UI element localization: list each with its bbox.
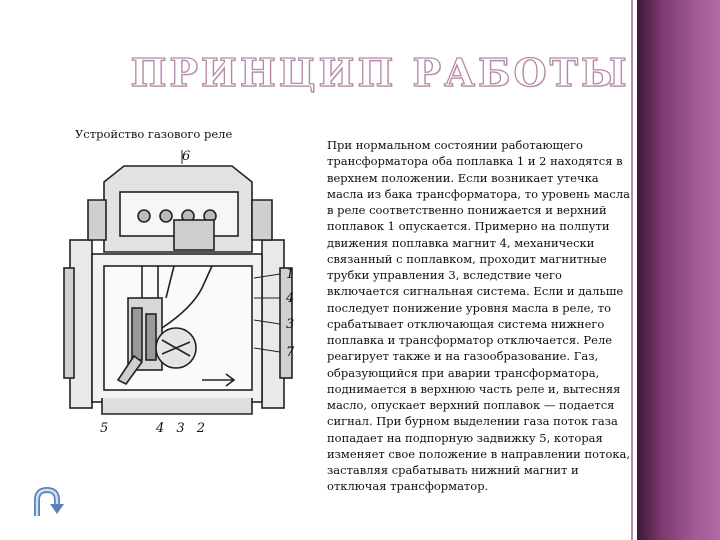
figure-label-top: 6	[182, 149, 191, 164]
return-arrow-icon[interactable]	[33, 486, 67, 520]
figure-label-right-1: 1	[286, 267, 295, 282]
gas-relay-diagram	[62, 148, 300, 438]
figure-label-right-4: 7	[286, 345, 295, 360]
figure-caption: Устройство газового реле	[75, 127, 233, 141]
figure-label-right-3: 3	[286, 317, 295, 332]
description-text: При нормальном состоянии работающего трансформатора оба поплавка 1 и 2 находятся в верхнем положении. Если возникает утечка масла из бака трансформатора, то уровень масла в реле соответственно понижается и верхний поплавок 1 опускается. Примерно на полпути движения поплавка магнит 4, механически связанный с поплавком, проходит магнитные трубки управления 3, вследствие чего включается сигнальная система. Если и дальше последует понижение уровня масла в реле, то срабатывает отключающая система нижнего поплавка и трансформатор отключается. Реле реагирует также и на газообразование. Газ, образующийся при аварии трансформатора, поднимается в верхнюю часть реле и, вытесняя масло, опускает верхний поплавок — подается сигнал. При бурном выделении газа поток газа попадает на подпорную задвижку 5, которая изменяет свое положение в направлении потока, заставляя срабатывать нижний магнит и отключая трансформатор.	[327, 138, 631, 494]
slide-title: ПРИНЦИП РАБОТЫ	[130, 50, 630, 95]
figure-label-bottom: 4 3 2	[156, 421, 210, 436]
figure-label-right-2: 4	[286, 291, 295, 306]
figure-label-bottom-left: 5	[100, 421, 109, 436]
